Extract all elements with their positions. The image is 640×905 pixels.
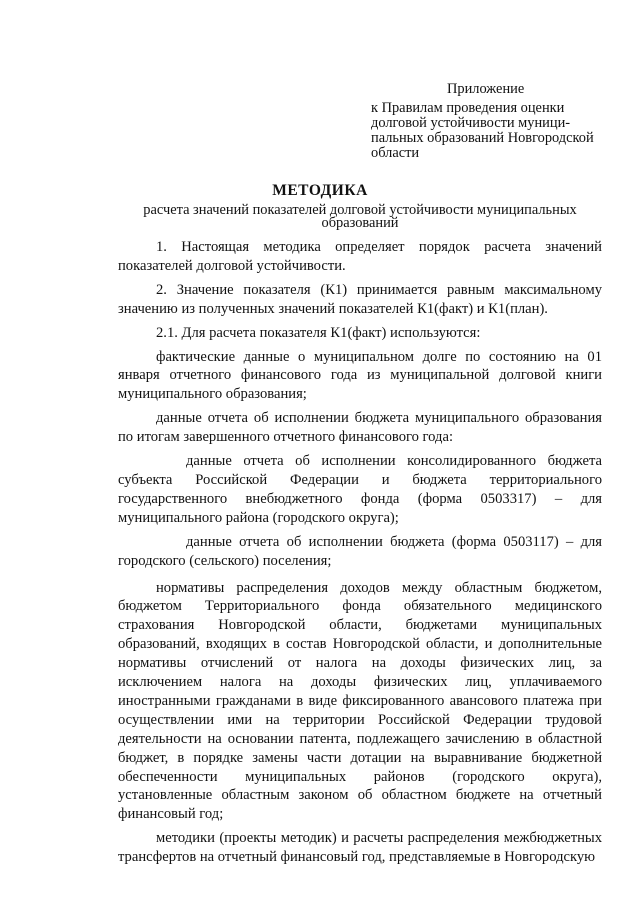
appendix-line: пальных образований Новгородской <box>371 130 594 146</box>
paragraph-factual-debt: фактические данные о муниципальном долге по состоянию на 01 января отчетного финансового года из муниципальной долговой книги муниципального образования; <box>118 348 602 403</box>
appendix-title: Приложение <box>447 81 525 97</box>
paragraph-2-1: 2.1. Для расчета показателя К1(факт) используются: <box>156 324 481 341</box>
paragraph-consolidated-report: данные отчета об исполнении консолидированного бюджета субъекта Российской Федерации и бюджета территориального государственного внебюджетного фонда (форма 0503317) – для муниципального района (городского округа); <box>118 453 602 526</box>
paragraph-income-standards: нормативы распределения доходов между областным бюджетом, бюджетом Территориального фонда обязательного медицинского страхования Новгородской области, бюджетами муниципальных образований, входящих в состав Новгородской области, и дополнительные нормативы отчислений от налога на доходы физических лиц, за исключением налога на доходы физических лиц, уплачиваемого иностранными гражданами в виде фиксированного авансового платежа при осуществлении ими на территории Российской Федерации трудовой деятельности на основании патента, подлежащего зачислению в областной бюджет, в порядке замены части дотации на выравнивание бюджетной обеспеченности муниципальных районов (городского округа), установленные областным законом об областном бюджете на отчетный финансовый год; <box>118 579 602 823</box>
appendix-line: области <box>371 145 420 161</box>
paragraph-settlement-report: данные отчета об исполнении бюджета (форма 0503117) – для городского (сельского) поселения; <box>118 533 602 569</box>
appendix-header <box>371 82 611 161</box>
paragraph-budget-report: данные отчета об исполнении бюджета муниципального образования по итогам завершенного отчетного финансового года: <box>118 410 602 446</box>
document-subtitle: расчета значений показателей долговой устойчивости муниципальных образований <box>143 202 577 231</box>
document-title: МЕТОДИКА <box>272 182 368 199</box>
appendix-line: долговой устойчивости муници- <box>371 115 571 131</box>
document-body <box>118 238 602 867</box>
paragraph-1: 1. Настоящая методика определяет порядок расчета значений показателей долговой устойчивости. <box>118 239 602 274</box>
paragraph-methods: методики (проекты методик) и расчеты распределения межбюджетных трансфертов на отчетный финансовый год, представляемые в Новгородскую <box>118 830 602 866</box>
appendix-line: к Правилам проведения оценки <box>371 100 565 116</box>
paragraph-2: 2. Значение показателя (К1) принимается равным максимальному значению из полученных значений показателей К1(факт) и К1(план). <box>118 281 602 317</box>
